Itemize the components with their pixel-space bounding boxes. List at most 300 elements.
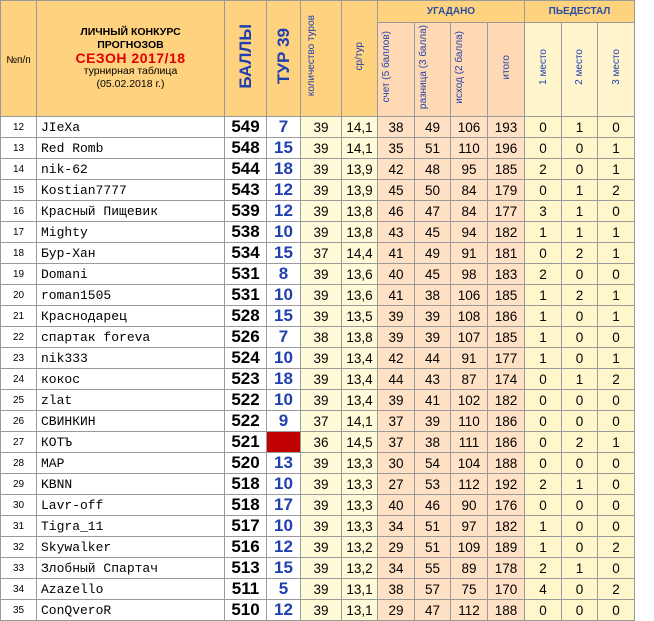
cell-p3: 0 [598, 390, 635, 411]
cell-p2: 0 [562, 495, 598, 516]
cell-pts: 544 [225, 159, 267, 180]
cell-s: 40 [378, 264, 415, 285]
cell-p2: 0 [562, 327, 598, 348]
points-header: БАЛЛЫ [225, 1, 267, 117]
cell-pts: 548 [225, 138, 267, 159]
cell-p2: 0 [562, 348, 598, 369]
cell-p3: 0 [598, 495, 635, 516]
cell-pts: 513 [225, 558, 267, 579]
cell-p1: 0 [525, 138, 562, 159]
table-row [1, 264, 635, 285]
cell-name: JIeXa [37, 117, 225, 138]
cell-s: 39 [378, 327, 415, 348]
cell-p2: 1 [562, 201, 598, 222]
cell-name: Red Romb [37, 138, 225, 159]
cell-cnt: 39 [301, 222, 342, 243]
cell-d: 54 [415, 453, 451, 474]
cell-d: 57 [415, 579, 451, 600]
cell-name: Domani [37, 264, 225, 285]
cell-p1: 0 [525, 117, 562, 138]
cell-avg: 14,4 [342, 243, 378, 264]
cell-avg: 13,3 [342, 516, 378, 537]
cell-cnt: 39 [301, 474, 342, 495]
cell-n: 26 [1, 411, 37, 432]
cell-p3: 1 [598, 285, 635, 306]
cell-d: 50 [415, 180, 451, 201]
cell-pts: 518 [225, 474, 267, 495]
cell-o: 87 [451, 369, 488, 390]
cell-t: 178 [488, 558, 525, 579]
cell-avg: 13,2 [342, 558, 378, 579]
cell-p2: 0 [562, 138, 598, 159]
cell-s: 46 [378, 201, 415, 222]
cell-cnt: 39 [301, 159, 342, 180]
cell-d: 47 [415, 600, 451, 621]
title-block [37, 1, 225, 117]
cell-s: 37 [378, 432, 415, 453]
cell-t: 182 [488, 516, 525, 537]
cell-p3: 1 [598, 348, 635, 369]
cell-p2: 0 [562, 390, 598, 411]
cell-o: 104 [451, 453, 488, 474]
cell-t: 176 [488, 495, 525, 516]
cell-p1: 0 [525, 243, 562, 264]
cell-avg: 13,4 [342, 369, 378, 390]
cell-t: 183 [488, 264, 525, 285]
cell-p2: 0 [562, 159, 598, 180]
cell-name: nik333 [37, 348, 225, 369]
cell-pts: 543 [225, 180, 267, 201]
cell-n: 35 [1, 600, 37, 621]
cell-cnt: 38 [301, 327, 342, 348]
cell-tour: 12 [267, 201, 301, 222]
cell-o: 102 [451, 390, 488, 411]
total-header: итого [488, 23, 525, 117]
cell-cnt: 39 [301, 285, 342, 306]
cell-pts: 528 [225, 306, 267, 327]
cell-o: 84 [451, 180, 488, 201]
cell-p3: 2 [598, 579, 635, 600]
cell-avg: 13,1 [342, 600, 378, 621]
cell-avg: 13,4 [342, 390, 378, 411]
cell-d: 48 [415, 159, 451, 180]
cell-pts: 538 [225, 222, 267, 243]
cell-tour: 5 [267, 579, 301, 600]
cell-pts: 523 [225, 369, 267, 390]
cell-d: 43 [415, 369, 451, 390]
cell-d: 41 [415, 390, 451, 411]
cell-p3: 1 [598, 159, 635, 180]
cell-p1: 3 [525, 201, 562, 222]
cell-p2: 0 [562, 411, 598, 432]
cell-cnt: 39 [301, 138, 342, 159]
table-row [1, 222, 635, 243]
cell-name: МАР [37, 453, 225, 474]
cell-cnt: 36 [301, 432, 342, 453]
cell-avg: 14,1 [342, 138, 378, 159]
num-header: №п/п [1, 1, 37, 117]
cell-name: Skywalker [37, 537, 225, 558]
cell-n: 34 [1, 579, 37, 600]
subtitle: турнирная таблица [83, 65, 178, 77]
cell-tour: 12 [267, 600, 301, 621]
cell-t: 185 [488, 327, 525, 348]
table-body [1, 117, 635, 621]
cell-t: 181 [488, 243, 525, 264]
title-line1: ЛИЧНЫЙ КОНКУРС [80, 26, 181, 38]
cell-p2: 0 [562, 537, 598, 558]
cell-p3: 0 [598, 600, 635, 621]
cell-tour: 7 [267, 117, 301, 138]
cell-tour: 15 [267, 138, 301, 159]
cell-p1: 0 [525, 453, 562, 474]
cell-t: 186 [488, 306, 525, 327]
cell-o: 106 [451, 285, 488, 306]
cell-pts: 521 [225, 432, 267, 453]
cell-o: 106 [451, 117, 488, 138]
cell-cnt: 39 [301, 348, 342, 369]
cell-o: 89 [451, 558, 488, 579]
cell-n: 15 [1, 180, 37, 201]
cell-n: 22 [1, 327, 37, 348]
cell-o: 107 [451, 327, 488, 348]
cell-s: 38 [378, 579, 415, 600]
cell-avg: 14,1 [342, 117, 378, 138]
table-row [1, 327, 635, 348]
cell-pts: 524 [225, 348, 267, 369]
cell-tour: 13 [267, 453, 301, 474]
cell-p1: 1 [525, 285, 562, 306]
diff-header: разница (3 балла) [415, 23, 451, 117]
cell-p3: 0 [598, 411, 635, 432]
cell-p1: 1 [525, 516, 562, 537]
cell-o: 109 [451, 537, 488, 558]
cell-d: 44 [415, 348, 451, 369]
cell-s: 34 [378, 516, 415, 537]
cell-s: 29 [378, 537, 415, 558]
cell-n: 14 [1, 159, 37, 180]
table-row [1, 201, 635, 222]
cell-p3: 1 [598, 138, 635, 159]
cell-cnt: 39 [301, 201, 342, 222]
table-row [1, 243, 635, 264]
cell-p3: 0 [598, 516, 635, 537]
cell-name: спартак foreva [37, 327, 225, 348]
cell-o: 112 [451, 600, 488, 621]
cell-name: zlat [37, 390, 225, 411]
cell-avg: 13,6 [342, 285, 378, 306]
cell-s: 27 [378, 474, 415, 495]
cell-name: Tigra_11 [37, 516, 225, 537]
cell-cnt: 39 [301, 453, 342, 474]
cell-tour: 10 [267, 390, 301, 411]
cell-s: 42 [378, 348, 415, 369]
cell-p1: 1 [525, 306, 562, 327]
cell-pts: 510 [225, 600, 267, 621]
cell-s: 38 [378, 117, 415, 138]
place1-header: 1 место [525, 23, 562, 117]
table-row [1, 516, 635, 537]
cell-t: 170 [488, 579, 525, 600]
cell-cnt: 39 [301, 579, 342, 600]
cell-s: 37 [378, 411, 415, 432]
cell-tour: 18 [267, 369, 301, 390]
cell-t: 179 [488, 180, 525, 201]
cell-t: 186 [488, 411, 525, 432]
cell-t: 192 [488, 474, 525, 495]
cell-avg: 13,1 [342, 579, 378, 600]
table-row [1, 474, 635, 495]
cell-s: 39 [378, 306, 415, 327]
table-row [1, 432, 635, 453]
cell-p1: 0 [525, 432, 562, 453]
guessed-group-header: УГАДАНО [378, 1, 525, 23]
cell-tour: 18 [267, 159, 301, 180]
cell-cnt: 39 [301, 495, 342, 516]
cell-d: 39 [415, 411, 451, 432]
cell-p3: 0 [598, 327, 635, 348]
table-row [1, 495, 635, 516]
cell-t: 188 [488, 453, 525, 474]
cell-p2: 0 [562, 579, 598, 600]
cell-n: 20 [1, 285, 37, 306]
cell-pts: 531 [225, 285, 267, 306]
cell-p2: 0 [562, 306, 598, 327]
cell-avg: 13,3 [342, 474, 378, 495]
cell-cnt: 39 [301, 180, 342, 201]
cell-p2: 1 [562, 117, 598, 138]
cell-n: 18 [1, 243, 37, 264]
cell-cnt: 39 [301, 537, 342, 558]
cell-s: 29 [378, 600, 415, 621]
cell-tour: 8 [267, 264, 301, 285]
outcome-header: исход (2 балла) [451, 23, 488, 117]
cell-s: 42 [378, 159, 415, 180]
table-row [1, 348, 635, 369]
cell-tour: 15 [267, 558, 301, 579]
cell-cnt: 39 [301, 306, 342, 327]
table-row [1, 558, 635, 579]
table-row [1, 453, 635, 474]
cell-name: Mighty [37, 222, 225, 243]
cell-n: 25 [1, 390, 37, 411]
cell-avg: 13,8 [342, 201, 378, 222]
cell-t: 182 [488, 390, 525, 411]
cell-cnt: 39 [301, 369, 342, 390]
cell-tour: 10 [267, 285, 301, 306]
cell-name: КОТЪ [37, 432, 225, 453]
cell-cnt: 39 [301, 516, 342, 537]
cell-p3: 0 [598, 474, 635, 495]
cell-p3: 2 [598, 180, 635, 201]
cell-p1: 1 [525, 327, 562, 348]
cell-o: 111 [451, 432, 488, 453]
cell-t: 188 [488, 600, 525, 621]
cell-p1: 2 [525, 474, 562, 495]
cell-pts: 520 [225, 453, 267, 474]
cell-tour: 17 [267, 495, 301, 516]
cell-p3: 0 [598, 453, 635, 474]
cell-avg: 13,8 [342, 222, 378, 243]
cell-t: 185 [488, 285, 525, 306]
cell-n: 21 [1, 306, 37, 327]
cell-p1: 0 [525, 600, 562, 621]
cell-s: 41 [378, 243, 415, 264]
cell-pts: 511 [225, 579, 267, 600]
place3-header: 3 место [598, 23, 635, 117]
cell-avg: 13,6 [342, 264, 378, 285]
cell-p1: 0 [525, 411, 562, 432]
cell-t: 196 [488, 138, 525, 159]
cell-name: nik-62 [37, 159, 225, 180]
cell-t: 193 [488, 117, 525, 138]
cell-cnt: 39 [301, 117, 342, 138]
cell-avg: 14,5 [342, 432, 378, 453]
cell-d: 49 [415, 243, 451, 264]
cell-o: 97 [451, 516, 488, 537]
cell-d: 38 [415, 285, 451, 306]
cell-n: 33 [1, 558, 37, 579]
cell-d: 51 [415, 516, 451, 537]
cell-o: 84 [451, 201, 488, 222]
cell-o: 91 [451, 348, 488, 369]
cell-o: 110 [451, 411, 488, 432]
date-label: (05.02.2018 г.) [96, 78, 165, 90]
cell-name: roman1505 [37, 285, 225, 306]
cell-name: кокос [37, 369, 225, 390]
cell-pts: 531 [225, 264, 267, 285]
cell-d: 47 [415, 201, 451, 222]
cell-p2: 2 [562, 432, 598, 453]
cell-p3: 0 [598, 117, 635, 138]
podium-group-header: ПЬЕДЕСТАЛ [525, 1, 635, 23]
cell-pts: 539 [225, 201, 267, 222]
table-row [1, 159, 635, 180]
cell-o: 90 [451, 495, 488, 516]
cell-d: 45 [415, 222, 451, 243]
cell-avg: 13,9 [342, 180, 378, 201]
cell-avg: 13,5 [342, 306, 378, 327]
cell-tour: 12 [267, 180, 301, 201]
cell-t: 189 [488, 537, 525, 558]
cell-pts: 549 [225, 117, 267, 138]
cell-name: KBNN [37, 474, 225, 495]
cell-p2: 1 [562, 474, 598, 495]
cell-n: 19 [1, 264, 37, 285]
cell-p1: 1 [525, 348, 562, 369]
cell-o: 91 [451, 243, 488, 264]
cell-p2: 1 [562, 558, 598, 579]
cell-pts: 516 [225, 537, 267, 558]
cell-o: 112 [451, 474, 488, 495]
cell-s: 44 [378, 369, 415, 390]
cell-n: 17 [1, 222, 37, 243]
cell-s: 40 [378, 495, 415, 516]
cell-pts: 522 [225, 390, 267, 411]
cell-name: СВИНКИН [37, 411, 225, 432]
cell-o: 110 [451, 138, 488, 159]
cell-p1: 2 [525, 558, 562, 579]
cell-p1: 0 [525, 495, 562, 516]
table-row [1, 117, 635, 138]
cell-tour: 9 [267, 411, 301, 432]
cell-tour: 10 [267, 348, 301, 369]
table-row [1, 138, 635, 159]
cell-p1: 4 [525, 579, 562, 600]
cell-p1: 1 [525, 537, 562, 558]
cell-d: 46 [415, 495, 451, 516]
cell-pts: 522 [225, 411, 267, 432]
cell-name: Kostian7777 [37, 180, 225, 201]
cell-p3: 2 [598, 369, 635, 390]
cell-p2: 0 [562, 453, 598, 474]
table-row [1, 537, 635, 558]
cell-avg: 13,2 [342, 537, 378, 558]
cell-p1: 2 [525, 159, 562, 180]
cell-pts: 526 [225, 327, 267, 348]
cell-p1: 1 [525, 222, 562, 243]
cell-p2: 0 [562, 264, 598, 285]
cell-pts: 517 [225, 516, 267, 537]
cell-pts: 534 [225, 243, 267, 264]
cell-cnt: 39 [301, 264, 342, 285]
cell-p3: 0 [598, 264, 635, 285]
cell-p3: 1 [598, 432, 635, 453]
cell-name: Lavr-off [37, 495, 225, 516]
cell-cnt: 37 [301, 243, 342, 264]
cell-o: 95 [451, 159, 488, 180]
cell-p1: 0 [525, 390, 562, 411]
cell-n: 29 [1, 474, 37, 495]
cell-d: 38 [415, 432, 451, 453]
table-row [1, 369, 635, 390]
season-title: СЕЗОН 2017/18 [75, 50, 186, 66]
cell-n: 30 [1, 495, 37, 516]
cell-p2: 1 [562, 369, 598, 390]
cell-t: 182 [488, 222, 525, 243]
cell-d: 39 [415, 327, 451, 348]
cell-p2: 1 [562, 180, 598, 201]
cell-t: 177 [488, 201, 525, 222]
cell-avg: 13,4 [342, 348, 378, 369]
cell-avg: 13,9 [342, 159, 378, 180]
cell-p3: 0 [598, 201, 635, 222]
score-header: счет (5 баллов) [378, 23, 415, 117]
cell-p3: 1 [598, 222, 635, 243]
cell-avg: 13,3 [342, 453, 378, 474]
cell-n: 24 [1, 369, 37, 390]
cell-o: 94 [451, 222, 488, 243]
cell-avg: 14,1 [342, 411, 378, 432]
cell-cnt: 39 [301, 390, 342, 411]
cell-p2: 0 [562, 600, 598, 621]
cell-p2: 1 [562, 222, 598, 243]
table-row [1, 411, 635, 432]
cell-n: 12 [1, 117, 37, 138]
cell-name: Azazello [37, 579, 225, 600]
cell-tour: 10 [267, 222, 301, 243]
cell-t: 174 [488, 369, 525, 390]
cell-s: 45 [378, 180, 415, 201]
cell-p1: 2 [525, 264, 562, 285]
cell-d: 51 [415, 537, 451, 558]
cell-p2: 2 [562, 243, 598, 264]
table-row [1, 306, 635, 327]
cell-s: 30 [378, 453, 415, 474]
cell-p3: 0 [598, 558, 635, 579]
cell-tour: 12 [267, 537, 301, 558]
cell-d: 49 [415, 117, 451, 138]
